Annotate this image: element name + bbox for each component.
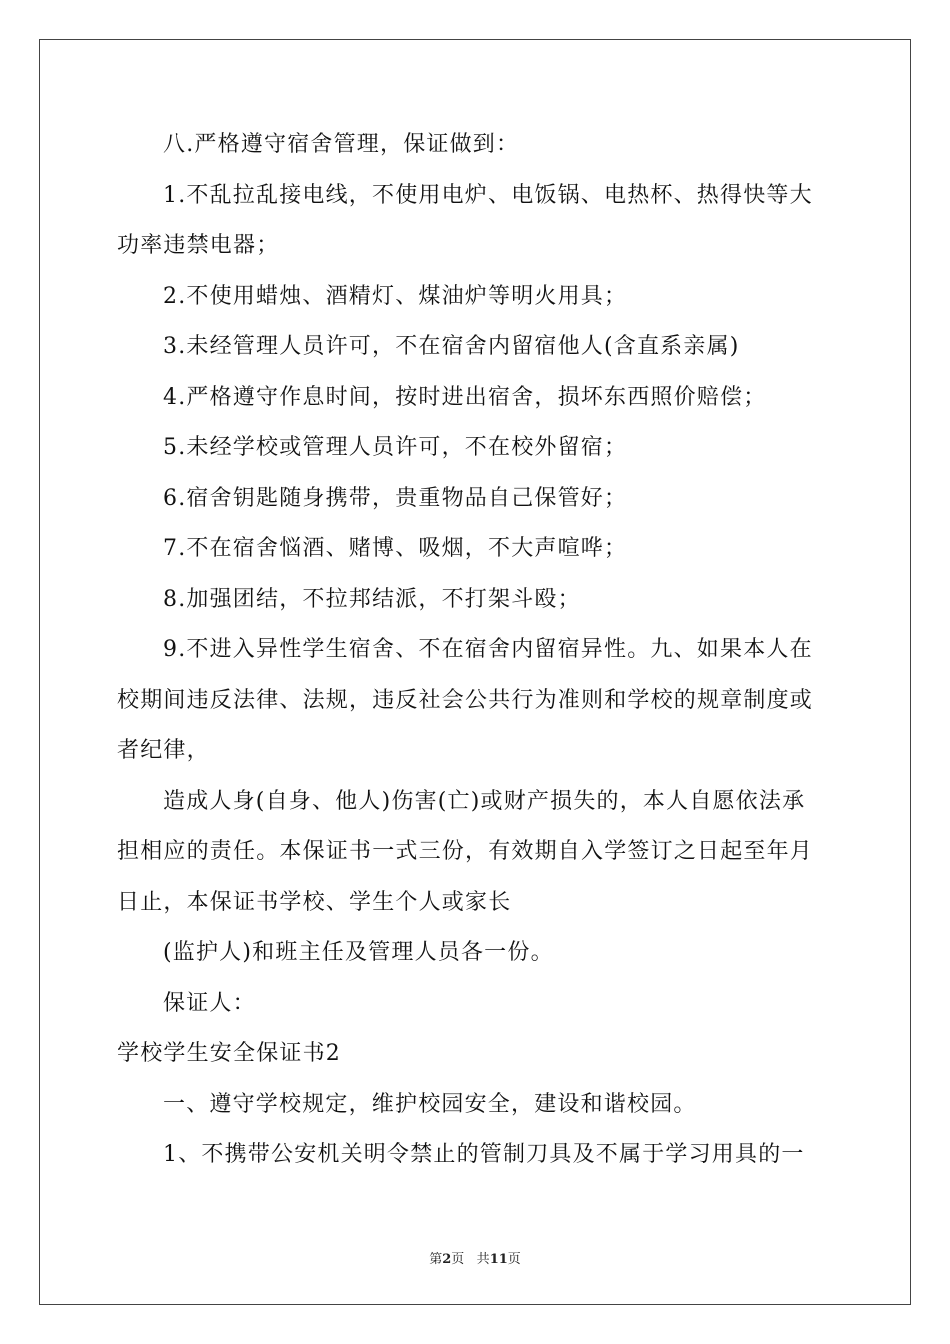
footer-total-number: 11 <box>489 1252 508 1267</box>
footer-total-prefix: 共 <box>476 1252 490 1267</box>
text-line: 7.不在宿舍悩酒、赌博、吸烟，不大声喧哗； <box>163 536 628 561</box>
text-line: 5.未经学校或管理人员许可，不在校外留宿； <box>163 435 628 460</box>
text-line: 1.不乱拉乱接电线，不使用电炉、电饭锅、电热杯、热得快等大 <box>163 182 813 208</box>
document-body <box>117 120 837 1181</box>
text-line: (监护人)和班主任及管理人员各一份。 <box>163 940 554 965</box>
footer-page-prefix: 第 <box>429 1252 443 1267</box>
text-line: 1、不携带公安机关明令禁止的管制刀具及不属于学习用具的一 <box>163 1142 805 1167</box>
page-footer <box>0 1248 950 1267</box>
footer-total-suffix: 页 <box>507 1252 521 1267</box>
text-line: 2.不使用蜡烛、酒精灯、煤油炉等明火用具； <box>163 283 628 309</box>
text-line: 造成人身(自身、他人)伤害(亡)或财产损失的，本人自愿依法承 <box>163 788 806 814</box>
text-line: 8.加强团结，不拉邦结派，不打架斗殴； <box>163 586 581 612</box>
text-line: 八.严格遵守宿舍管理，保证做到： <box>163 132 520 157</box>
text-line: 6.宿舍钥匙随身携带，贵重物品自己保管好； <box>163 485 628 511</box>
text-line: 一、遵守学校规定，维护校园安全，建设和谐校园。 <box>163 1091 697 1117</box>
text-line: 校期间违反法律、法规，违反社会公共行为准则和学校的规章制度或 <box>117 687 814 713</box>
text-line: 功率违禁电器； <box>117 233 280 258</box>
section-title: 学校学生安全保证书2 <box>117 1041 341 1066</box>
text-line: 担相应的责任。本保证书一式三份，有效期自入学签订之日起至年月 <box>117 839 814 864</box>
footer-page-number: 2 <box>442 1252 452 1267</box>
text-line: 者纪律， <box>117 738 210 763</box>
footer-page-suffix: 页 <box>451 1252 465 1267</box>
text-line: 日止，本保证书学校、学生个人或家长 <box>117 889 512 915</box>
text-line: 4.严格遵守作息时间，按时进出宿舍，损坏东西照价赔偿； <box>163 384 767 410</box>
signature-label: 保证人： <box>163 990 256 1016</box>
text-line: 9.不进入异性学生宿舍、不在宿舍内留宿异性。九、如果本人在 <box>163 637 813 662</box>
text-line: 3.未经管理人员许可，不在宿舍内留宿他人(含直系亲属) <box>163 334 740 359</box>
